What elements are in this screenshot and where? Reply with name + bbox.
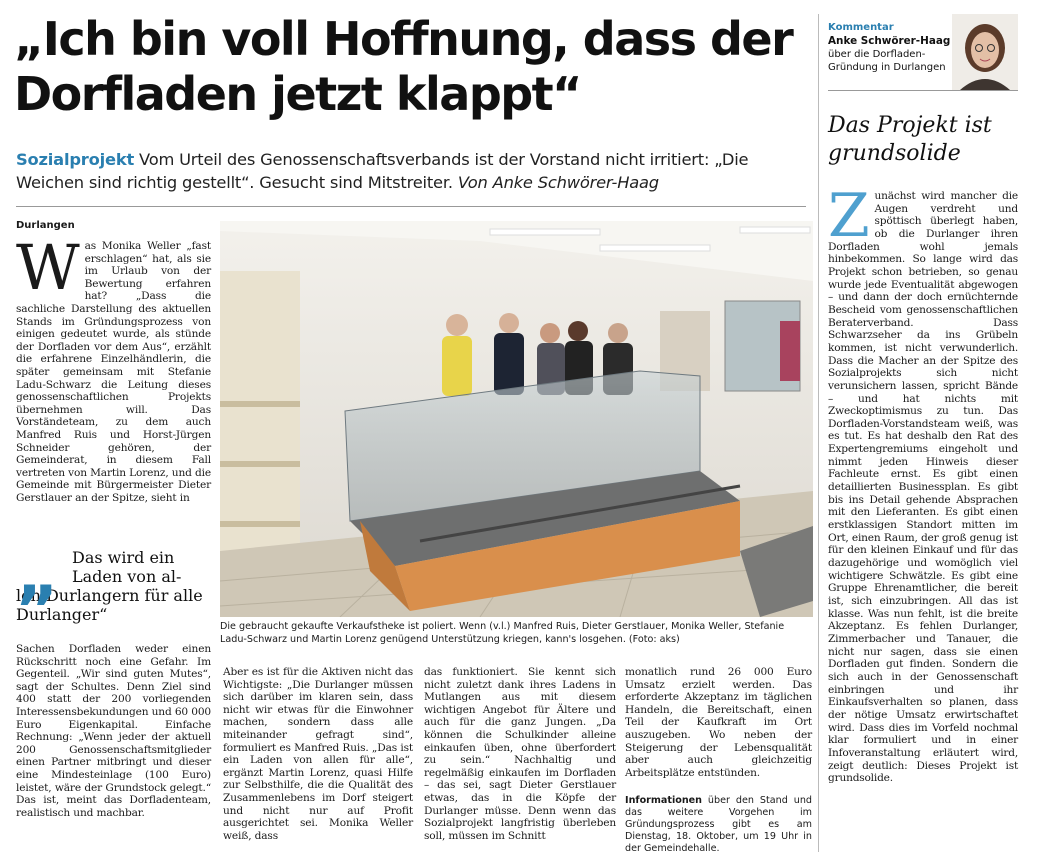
pull-quote-text-b: len Durlangern für alle Durlanger“ bbox=[16, 586, 203, 624]
article-column-1-bottom: Sachen Dorfladen weder einen Rückschritt noch eine Gefahr. Im Gegenteil. „Wir sind guten Mutes“, sagt der Schultes. Denn Ziel sind 400 statt der 200 vorliegenden Interessensbekundungen und 60 000 Euro Eigenkapital. Einfache Rechnung: „Wenn jeder der aktuell 200 Genossenschaftsmitglieder einen Partner mitbringt und dieser eine Mindesteinlage (100 Euro) leistet, wäre der Grundstock gelegt.“ Das ist, meint das Dorfladenteam, realistisch und machbar. bbox=[16, 643, 211, 819]
commentary-author: Anke Schwörer-Haag bbox=[828, 35, 951, 47]
article-column-1-top bbox=[16, 231, 211, 504]
horizontal-rule bbox=[16, 206, 806, 207]
article-column-3: das funktioniert. Sie kennt sich nicht zuletzt dank ihres Ladens in Mutlangen aus mit diesem wichtigen Angebot für Ältere und auch für die ganz Jungen. „Da können die Schulkinder alleine einkaufen üben, ohne überfordert zu sein.“ Nachhaltig und regelmäßig einkaufen im Dorfladen – das sei, sagt Dieter Gerstlauer etwas, das in die Köpfe der Durlanger müsse. Denn wenn das Sozialprojekt langfristig überleben soll, müssen im Schnitt bbox=[424, 666, 616, 842]
store-counter-photo-illustration bbox=[220, 221, 813, 617]
headline: „Ich bin voll Hoffnung, dass der Dorfladen jetzt klappt“ bbox=[14, 12, 793, 121]
deck bbox=[16, 148, 816, 194]
drop-cap: W bbox=[16, 231, 80, 304]
info-label: Informationen bbox=[625, 795, 702, 806]
deck-text: Vom Urteil des Genossenschaftsverbands ist der Vorstand nicht irritiert: „Die Weichen sind richtig gestellt“. Gesucht sind Mitstreiter. bbox=[16, 150, 749, 192]
article-text: as Monika Weller „fast erschlagen“ hat, als sie im Urlaub von der Bewertung erfahren hat? „Dass die sachliche Darstellung des aktuellen Stands im Gründungsprozess von einigen gedeutet wurde, als stünde der Dorfladen vor dem Aus“, erzählt die erfahrene Einzelhändlerin, die später gemeinsam mit Stefanie Ladu-Schwarz die Leitung dieses genossenschaftlichen Projekts übernehmen will. Das Vorständeteam, zu dem auch Manfred Ruis und Horst-Jürgen Schneider gehören, der Gemeinderat, in diesem Fall vertreten von Martin Lorenz, und die Gemeinde mit Bürgermeister Dieter Gerstlauer an der Spitze, sieht in bbox=[16, 240, 211, 504]
photo-caption: Die gebraucht gekaufte Verkaufstheke ist poliert. Wenn (v.l.) Manfred Ruis, Dieter Gerstlauer, Monika Weller, Stefanie Ladu-Schwarz und Martin Lorenz genügend Unterstützung kriegen, kann's losgehen. (Foto: aks) bbox=[220, 621, 785, 645]
commentary-rule bbox=[828, 90, 1018, 91]
info-box bbox=[625, 795, 812, 855]
deck-keyword: Sozialprojekt bbox=[16, 150, 135, 169]
commentary-body: unächst wird mancher die Augen verdreht und spöttisch überlegt haben, ob die Durlanger ihren Dorfladen wohl jemals hinbekommen. So lange wird das Projekt schon betrieben, so genau wurde jede Eventualität abgewogen – und dann der doch ernüchternde Bescheid vom genossenschaftlichen Beraterverband. Dass Schwarzseher da ins Grübeln kommen, ist nicht verwunderlich. Dass die Macher an der Spitze des Sozialprojekts sich nicht verunsichern lassen, spricht Bände – und hat nichts mit Zweckoptimismus zu tun. Das Dorfladen-Vorstandsteam weiß, was es tut. Es hat deshalb den Rat des Expertengremiums eingeholt und nimmt jeden Hinweis dieser Fachleute ernst. Es gibt einen detaillierten Businessplan. Es gibt bis ins Detail gehende Absprachen mit den Lieferanten. Es gibt einen erstklassigen Standort mitten im Ort, einen Raum, der groß genug ist für den kleinen Einkauf und für das dazugehörige und womöglich viel wichtigere Schwätzle. Es gibt eine Gruppe Ehrenamtlicher, die bereit ist, sich einzubringen. All das ist klasse. Was nun fehlt, ist die breite Akzeptanz. Es fehlen Durlanger, Zimmerbacher und Tanauer, die nicht nur sagen, dass sie einen Dorfladen gut finden. Sondern die sich auch in der Genossenschaft einbringen und ihr Einkaufsverhalten so planen, dass der nötige Umsatz erwirtschaftet wird. Dass dies im Vorfeld nochmal klar formuliert und in einer Infoveranstaltung erläutert wird, zeigt deutlich: Dieses Projekt ist grundsolide. bbox=[828, 190, 1018, 785]
article-column-4: monatlich rund 26 000 Euro Umsatz erzielt werden. Das erforderte Akzeptanz im täglichen Handeln, die Bereitschaft, einen Teil der Kaufkraft im Ort auszugeben. Wo neben der Steigerung der Lebensqualität aber auch gleichzeitig Arbeitsplätze entstünden. bbox=[625, 666, 812, 779]
commentary-author-desc: über die Dorfladen-Gründung in Durlangen bbox=[828, 49, 946, 73]
pull-quote bbox=[16, 536, 211, 624]
portrait-illustration bbox=[952, 14, 1018, 90]
commentary-title: Das Projekt ist grundsolide bbox=[828, 113, 992, 166]
quote-mark-icon: „ bbox=[16, 536, 60, 613]
commentary-drop-cap: Z bbox=[828, 181, 870, 251]
info-text: über den Stand und das weitere Vorgehen im Gründungsprozess gibt es am Dienstag, 18. Oktober, um 19 Uhr in der Gemeindehalle. bbox=[625, 795, 812, 854]
commentary-label: Kommentar bbox=[828, 22, 894, 33]
author-portrait bbox=[952, 14, 1018, 90]
dateline: Durlangen bbox=[16, 220, 75, 231]
pull-quote-text-a: Das wird ein Laden von al- bbox=[72, 548, 182, 586]
article-column-2: Aber es ist für die Aktiven nicht das Wichtigste: „Die Durlanger müssen sich darüber im klaren sein, dass nicht wir etwas für die Einwohner machen, sondern dass alle miteinander gefragt sind“, formuliert es Manfred Ruis. „Das ist ein Laden von allen für alle“, ergänzt Martin Lorenz, quasi Hilfe zur Selbsthilfe, die die Qualität des Zusammenlebens im Dorf steigert und nicht nur auf Profit ausgerichtet sei. Monika Weller weiß, dass bbox=[223, 666, 413, 842]
column-divider bbox=[818, 14, 819, 852]
byline: Von Anke Schwörer-Haag bbox=[457, 173, 659, 192]
article-photo bbox=[220, 221, 813, 617]
commentary-text bbox=[828, 181, 1018, 785]
